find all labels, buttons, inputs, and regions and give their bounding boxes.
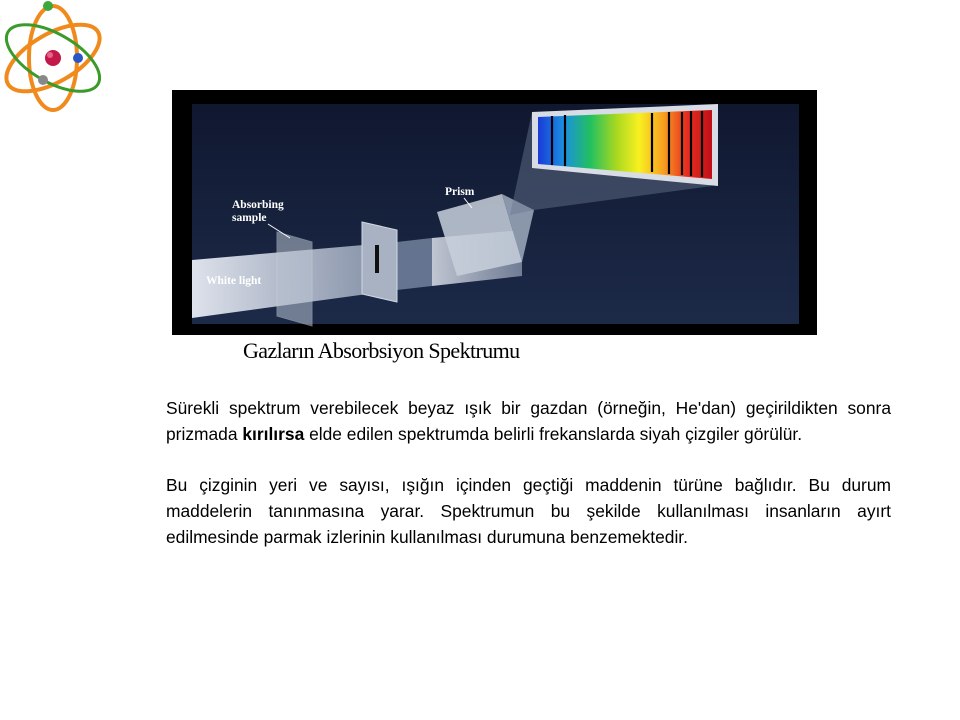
absorption-spectrum-figure [172,90,817,335]
paragraph-1-start: Sürekli spektrum verebilecek beyaz ışık bir gazdan (örneğin, He'dan) geçirildikten sonra prizmada [166,398,891,444]
paragraph-1 [166,396,891,448]
body-text [166,396,891,551]
paragraph-1-bold: kırılırsa [242,423,305,444]
label-absorbing: Absorbing [232,199,284,211]
label-sample: sample [232,212,267,224]
paragraph-1-end: elde edilen spektrumda belirli frekanslarda siyah çizgiler görülür. [304,423,803,444]
label-prism: Prism [445,186,475,198]
paragraph-2: Bu çizginin yeri ve sayısı, ışığın içinden geçtiği maddenin türüne bağlıdır. Bu durum maddelerin tanınmasına yarar. Spektrumun bu şekilde kullanılması insanların ayırt edilmesinde parmak izlerinin kullanılması durumuna benzemektedir. [166,475,891,547]
figure-caption: Gazların Absorbsiyon Spektrumu [243,338,520,363]
atom-logo-icon [0,0,110,125]
label-white-light: White light [206,275,262,287]
